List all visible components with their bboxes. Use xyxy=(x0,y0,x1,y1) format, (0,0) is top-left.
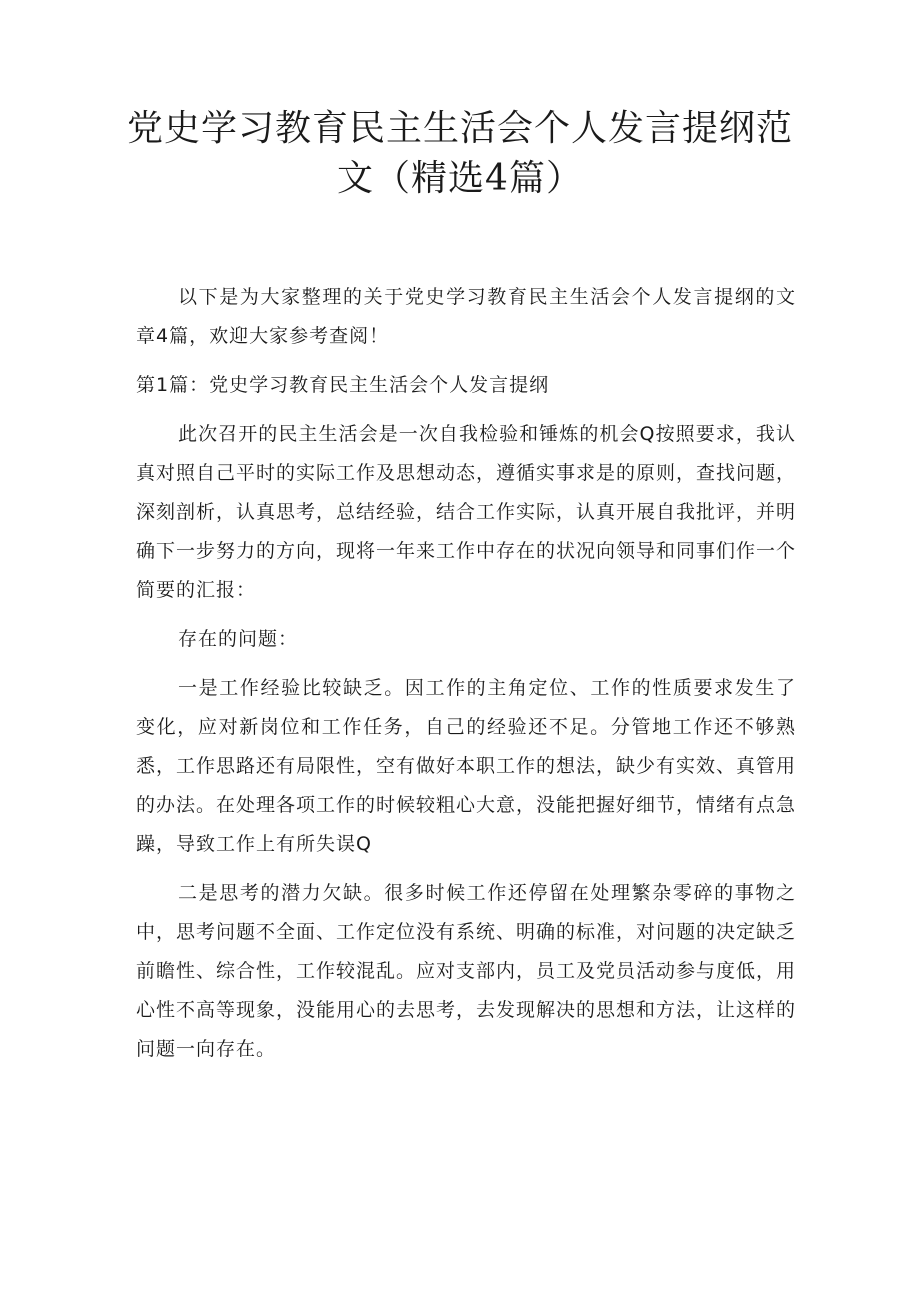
section-heading: 第1篇：党史学习教育民主生活会个人发言提纲 xyxy=(136,374,550,396)
document-title xyxy=(120,104,800,204)
document-body xyxy=(136,278,796,1069)
body-paragraph: 此次召开的民主生活会是一次自我检验和锤炼的机会Q按照要求，我认真对照自己平时的实际工作及思想动态，遵循实事求是的原则，查找问题，深刻剖析，认真思考，总结经验，结合工作实际，认真开展自我批评，并明确下一步努力的方向，现将一年来工作中存在的状况向领导和同事们作一个简要的汇报： xyxy=(136,423,797,601)
body-paragraph: 二是思考的潜力欠缺。很多时候工作还停留在处理繁杂零碎的事物之中，思考问题不全面、工作定位没有系统、明确的标准，对问题的决定缺乏前瞻性、综合性，工作较混乱。应对支部内，员工及党员活动参与度低，用心性不高等现象，没能用心的去思考，去发现解决的思想和方法，让这样的问题一向存在。 xyxy=(136,882,797,1060)
subheading: 存在的问题： xyxy=(178,628,299,650)
title-line-2: 文（精选4篇） xyxy=(337,158,583,199)
title-line-1: 党史学习教育民主生活会个人发言提纲范 xyxy=(126,108,793,149)
intro-paragraph: 以下是为大家整理的关于党史学习教育民主生活会个人发言提纲的文章4篇，欢迎大家参考查阅！ xyxy=(136,286,796,347)
body-paragraph: 一是工作经验比较缺乏。因工作的主角定位、工作的性质要求发生了变化，应对新岗位和工作任务，自己的经验还不足。分管地工作还不够熟悉，工作思路还有局限性，空有做好本职工作的想法，缺少有实效、真管用的办法。在处理各项工作的时候较粗心大意，没能把握好细节，情绪有点急躁，导致工作上有所失误Q xyxy=(136,677,797,855)
